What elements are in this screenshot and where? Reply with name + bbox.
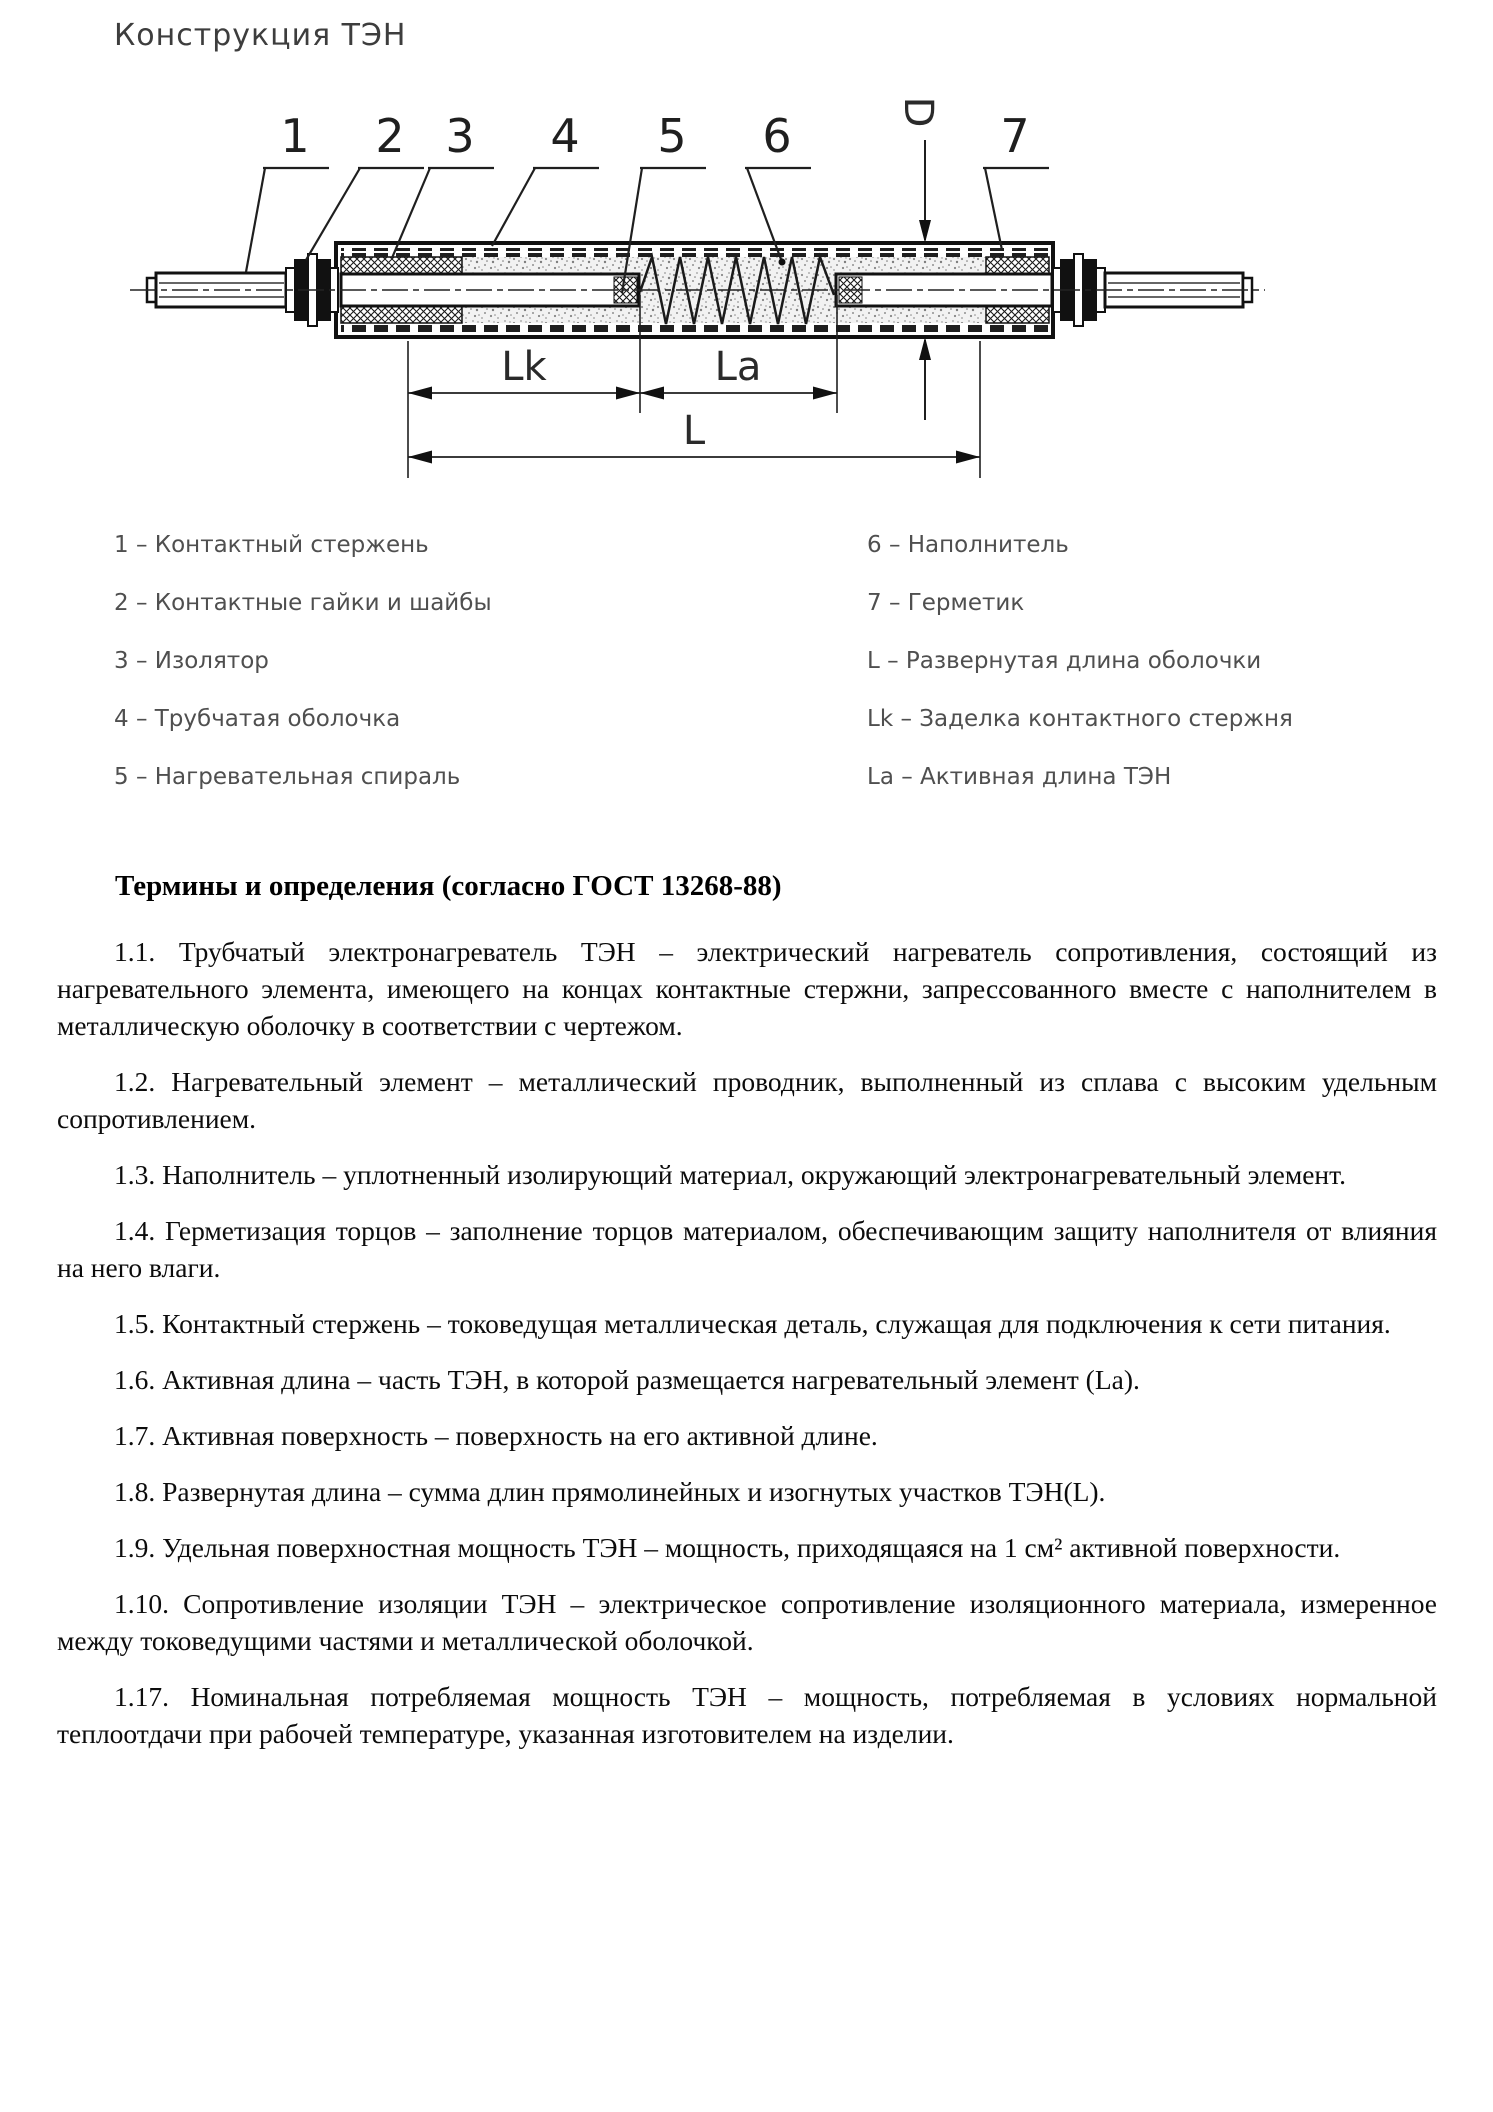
legend-item: 5 – Нагревательная спираль [114,764,461,790]
legend-column-left [114,532,867,822]
term-definition-1-6: 1.6. Активная длина – часть ТЭН, в которой размещается нагревательный элемент (La). [114,1364,1140,1395]
term-definition-1-4: 1.4. Герметизация торцов – заполнение торцов материалом, обеспечивающим защиту наполнителя от влияния на него влаги. [57,1215,1437,1283]
term-definition-1-1: 1.1. Трубчатый электронагреватель ТЭН – электрический нагреватель сопротивления, состоящий из нагревательного элемента, имеющего на концах контактные стержни, запрессованного вместе с наполнителем в металлическую оболочку в соответствии с чертежом. [57,936,1437,1041]
legend-item: 6 – Наполнитель [867,532,1069,558]
part-label-7: 7 [1000,109,1030,163]
dim-label-la: La [714,344,762,390]
legend-item: Lk – Заделка контактного стержня [867,706,1293,732]
term-definition-1-7: 1.7. Активная поверхность – поверхность на его активной длине. [114,1420,878,1451]
term-definition-1-17: 1.17. Номинальная потребляемая мощность ТЭН – мощность, потребляемая в условиях нормальной теплоотдачи при рабочей температуре, указанная изготовителем на изделии. [57,1681,1437,1749]
figure-title: Конструкция ТЭН [114,18,407,53]
part-label-5: 5 [657,109,687,163]
terms-section [57,870,1437,1771]
legend-item: La – Активная длина ТЭН [867,764,1172,790]
term-definition-1-5: 1.5. Контактный стержень – токоведущая металлическая деталь, служащая для подключения к сети питания. [114,1308,1391,1339]
term-definition-1-10: 1.10. Сопротивление изоляции ТЭН – электрическое сопротивление изоляционного материала, измеренное между токоведущими частями и металлической оболочкой. [57,1588,1437,1656]
figure-legend [114,532,1453,822]
term-definition-1-8: 1.8. Развернутая длина – сумма длин прямолинейных и изогнутых участков ТЭН(L). [114,1476,1106,1507]
term-definition-1-2: 1.2. Нагревательный элемент – металлический проводник, выполненный из сплава с высоким удельным сопротивлением. [57,1066,1437,1134]
ten-construction-diagram [0,0,1493,505]
terms-heading: Термины и определения (согласно ГОСТ 13268-88) [115,870,782,902]
legend-item: 7 – Герметик [867,590,1025,616]
dim-label-diameter: D [895,96,941,128]
part-label-1: 1 [280,109,310,163]
dim-label-lk: Lk [501,344,547,390]
part-label-3: 3 [445,109,475,163]
term-definition-1-9: 1.9. Удельная поверхностная мощность ТЭН – мощность, приходящаяся на 1 см² активной поверхности. [114,1532,1341,1563]
part-label-2: 2 [375,109,405,163]
term-definition-1-3: 1.3. Наполнитель – уплотненный изолирующий материал, окружающий электронагревательный элемент. [114,1159,1346,1190]
legend-item: 2 – Контактные гайки и шайбы [114,590,492,616]
legend-item: 3 – Изолятор [114,648,269,674]
dim-label-l: L [682,408,706,454]
part-label-6: 6 [762,109,792,163]
part-label-4: 4 [550,109,580,163]
legend-item: 4 – Трубчатая оболочка [114,706,401,732]
legend-item: 1 – Контактный стержень [114,532,429,558]
legend-item: L – Развернутая длина оболочки [867,648,1262,674]
legend-column-right [867,532,1293,822]
callout-dot [779,259,786,266]
